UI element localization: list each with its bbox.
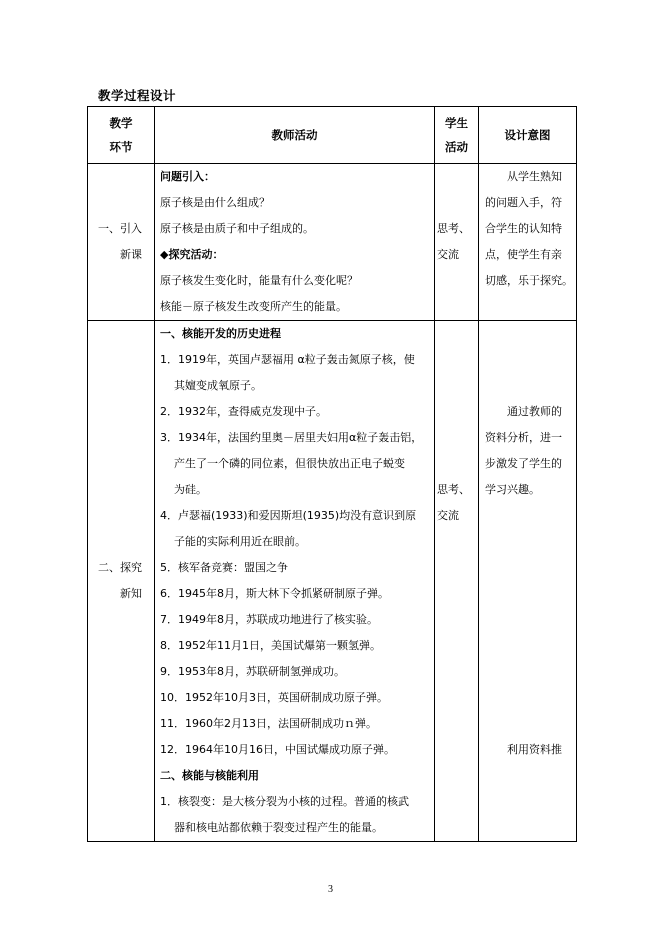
table-row — [88, 321, 577, 842]
list-item: 8．1952年11月1日，美国试爆第一颗氢弹。 — [160, 639, 381, 652]
page-number: 3 — [328, 884, 333, 895]
section-title: 教学过程设计 — [98, 88, 177, 103]
list-item: 产生了一个磷的同位素，但很快放出正电子蜕变 — [174, 457, 405, 470]
table-row — [88, 164, 577, 321]
design-intent-intro: 从学生熟知 的问题入手，符 合学生的认知特 点，使学生有亲 切感，乐于探究。 — [479, 164, 577, 321]
segment-explore: 二、探究 新知 — [88, 321, 155, 842]
list-item: 5．核军备竞赛：盟国之争 — [160, 561, 288, 574]
activity-line: 问题引入： — [160, 170, 215, 183]
activity-line: 原子核是由质子和中子组成的。 — [160, 222, 314, 235]
list-item: 子能的实际利用近在眼前。 — [174, 535, 306, 548]
design-intent-explore: 通过教师的 资料分析，进一 步激发了学生的 学习兴趣。 利用资料推 — [479, 321, 577, 842]
student-activity-intro: 思考、 交流 — [435, 164, 479, 321]
nuclear-use-heading: 二、核能与核能利用 — [160, 769, 259, 782]
student-activity-explore: 思考、 交流 — [435, 321, 479, 842]
list-item: 9．1953年8月，苏联研制氢弹成功。 — [160, 665, 345, 678]
activity-line: 原子核是由什么组成？ — [160, 196, 270, 209]
header-teacher: 教师活动 — [155, 107, 435, 164]
list-item: 2．1932年，查得威克发现中子。 — [160, 405, 327, 418]
table-header-row — [88, 107, 577, 164]
header-segment: 教学 环节 — [88, 107, 155, 164]
activity-line: 核能－原子核发生改变所产生的能量。 — [160, 300, 347, 313]
activity-line: ◆探究活动： — [160, 248, 224, 261]
list-item: 1．核裂变：是大核分裂为小核的过程。普通的核武 — [160, 795, 409, 808]
list-item: 为硅。 — [174, 483, 207, 496]
list-item: 器和核电站都依赖于裂变过程产生的能量。 — [174, 821, 383, 834]
list-item: 7．1949年8月，苏联成功地进行了核实验。 — [160, 613, 378, 626]
list-item: 11．1960年2月13日，法国研制成功ｎ弹。 — [160, 717, 377, 730]
list-item: 10．1952年10月3日，英国研制成功原子弹。 — [160, 691, 388, 704]
list-item: 6．1945年8月，斯大林下令抓紧研制原子弹。 — [160, 587, 389, 600]
lesson-plan-table — [87, 106, 577, 842]
activity-line: 原子核发生变化时，能量有什么变化呢？ — [160, 274, 358, 287]
header-intent: 设计意图 — [479, 107, 577, 164]
segment-intro: 一、引入 新课 — [88, 164, 155, 321]
teacher-activity-explore — [155, 321, 435, 842]
history-heading: 一、核能开发的历史进程 — [160, 327, 281, 340]
list-item: 3．1934年，法国约里奥－居里夫妇用α粒子轰击铝， — [160, 431, 423, 444]
list-item: 1．1919年，英国卢瑟福用 α粒子轰击氮原子核，使 — [160, 353, 415, 366]
list-item: 其嬗变成氧原子。 — [174, 379, 262, 392]
list-item: 4．卢瑟福(1933)和爱因斯坦(1935)均没有意识到原 — [160, 509, 417, 522]
header-student: 学生 活动 — [435, 107, 479, 164]
teacher-activity-intro — [155, 164, 435, 321]
list-item: 12．1964年10月16日，中国试爆成功原子弹。 — [160, 743, 395, 756]
